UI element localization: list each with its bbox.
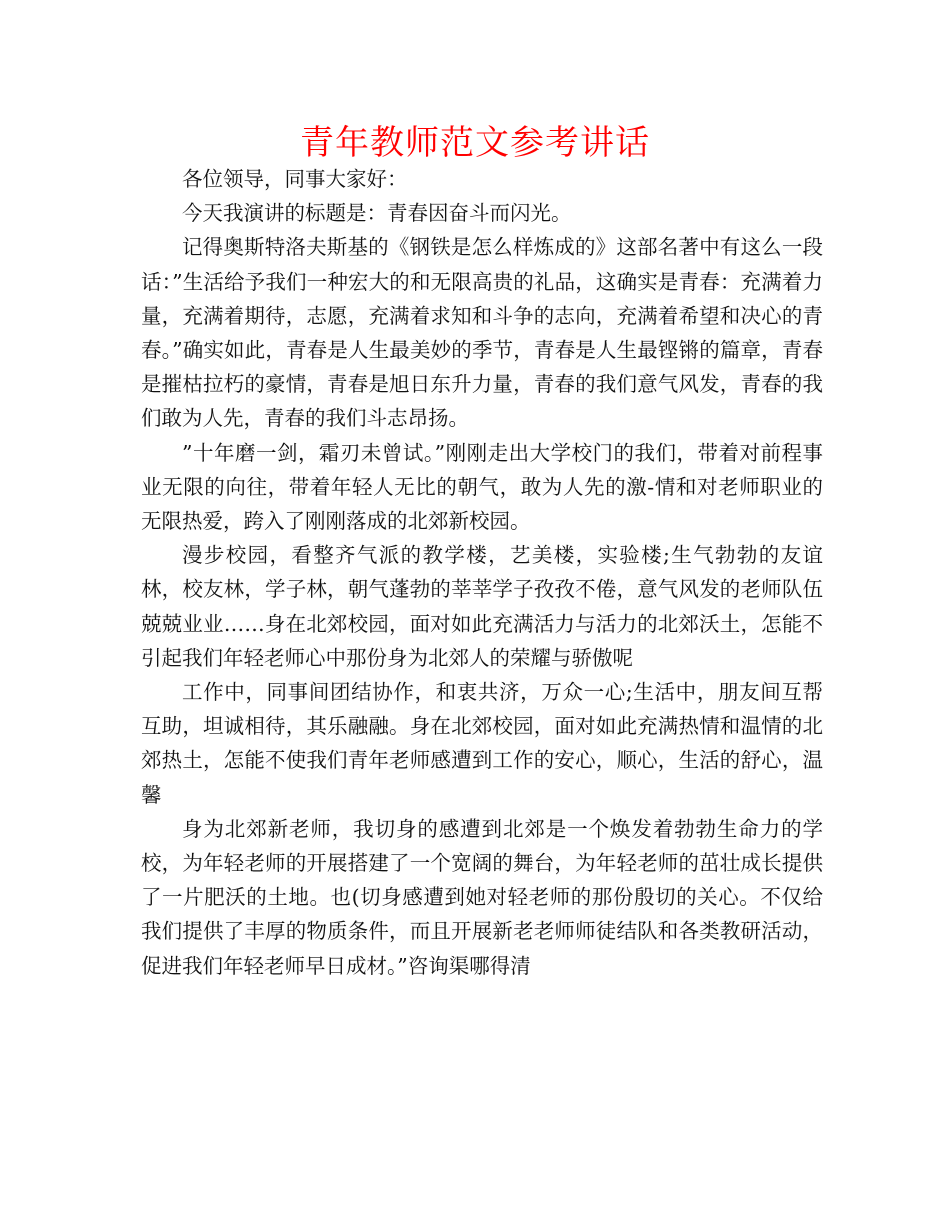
paragraph: 记得奥斯特洛夫斯基的《钢铁是怎么样炼成的》这部名著中有这么一段话：”生活给予我们一种宏大的和无限高贵的礼品，这确实是青春：充满着力量，充满着期待，志愿，充满着求知和斗争的志向，充满着希望和决心的青春。”确实如此，青春是人生最美妙的季节，青春是人生最铿锵的篇章，青春是摧枯拉朽的豪情，青春是旭日东升力量，青春的我们意气风发，青春的我们敢为人先，青春的我们斗志昂扬。 xyxy=(141,235,823,431)
paragraph: 漫步校园，看整齐气派的教学楼，艺美楼，实验楼;生气勃勃的友谊林，校友林，学子林，朝气蓬勃的莘莘学子孜孜不倦，意气风发的老师队伍兢兢业业……身在北郊校园，面对如此充满活力与活力的北郊沃土，怎能不引起我们年轻老师心中那份身为北郊人的荣耀与骄傲呢 xyxy=(141,543,823,670)
paragraph-topic: 今天我演讲的标题是：青春因奋斗而闪光。 xyxy=(182,201,572,226)
document-title: 青年教师范文参考讲话 xyxy=(300,123,650,163)
paragraph: ”十年磨一剑，霜刃未曾试。”刚刚走出大学校门的我们，带着对前程事业无限的向往，带着年轻人无比的朝气，敢为人先的激-情和对老师职业的无限热爱，跨入了刚刚落成的北郊新校园。 xyxy=(141,440,823,534)
document-body xyxy=(141,162,823,983)
paragraph: 工作中，同事间团结协作，和衷共济，万众一心;生活中，朋友间互帮互助，坦诚相待，其乐融融。身在北郊校园，面对如此充满热情和温情的北郊热土，怎能不使我们青年老师感遭到工作的安心，顺心，生活的舒心，温馨 xyxy=(141,680,823,807)
paragraph-salutation: 各位领导，同事大家好： xyxy=(182,167,408,191)
paragraph: 身为北郊新老师，我切身的感遭到北郊是一个焕发着勃勃生命力的学校，为年轻老师的开展搭建了一个宽阔的舞台，为年轻老师的茁壮成长提供了一片肥沃的土地。也(切身感遭到她对轻老师的那份殷切的关心。不仅给我们提供了丰厚的物质条件，而且开展新老老师师徒结队和各类教研活动，促进我们年轻老师早日成材。”咨询渠哪得清 xyxy=(141,816,823,978)
